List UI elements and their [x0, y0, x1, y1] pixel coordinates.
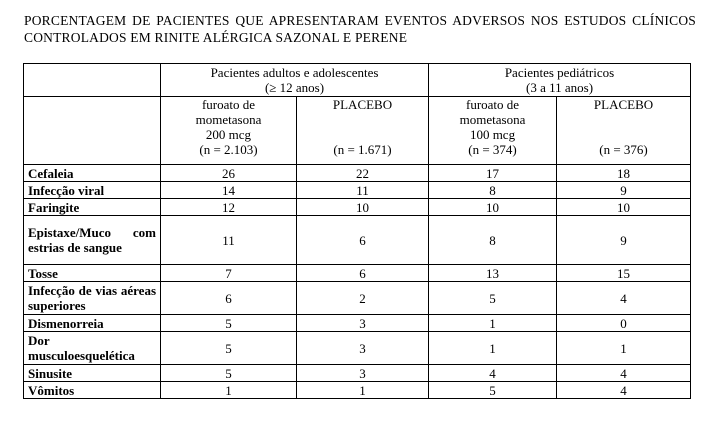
cell-value: 4 [429, 365, 557, 382]
adverse-events-table [23, 63, 691, 399]
cell-value: 10 [557, 199, 691, 216]
cell-value: 11 [297, 182, 429, 199]
table-row [24, 382, 691, 399]
group-adults-header [161, 64, 429, 97]
col-ped-drug-n: (n = 374) [468, 142, 517, 157]
cell-value: 10 [297, 199, 429, 216]
cell-value: 11 [161, 216, 297, 265]
cell-value: 7 [161, 265, 297, 282]
col-ped-drug-line2: mometasona [459, 112, 526, 127]
row-label: Vômitos [24, 382, 161, 399]
cell-value: 5 [429, 282, 557, 315]
corner-cell-2 [24, 97, 161, 165]
cell-value: 22 [297, 165, 429, 182]
row-label: Infecção de vias aéreas superiores [24, 282, 161, 315]
cell-value: 10 [429, 199, 557, 216]
cell-value: 6 [297, 265, 429, 282]
col-ped-drug-line1: furoato de [465, 97, 520, 112]
cell-value: 5 [161, 365, 297, 382]
col-ped-placebo-n: (n = 376) [599, 142, 648, 157]
cell-value: 5 [161, 315, 297, 332]
group-pediatric-line1: Pacientes pediátricos [504, 65, 615, 80]
group-pediatric-line2: (3 a 11 anos) [526, 80, 594, 95]
cell-value: 5 [429, 382, 557, 399]
col-adult-drug-line1: furoato de [201, 97, 256, 112]
table-row [24, 315, 691, 332]
col-ped-placebo-spacer [561, 112, 686, 142]
cell-value: 14 [161, 182, 297, 199]
cell-value: 17 [429, 165, 557, 182]
cell-value: 6 [297, 216, 429, 265]
table-row [24, 265, 691, 282]
table-row [24, 216, 691, 265]
col-adult-placebo-name: PLACEBO [332, 97, 393, 112]
col-adult-placebo-spacer [301, 112, 424, 142]
col-ped-drug-header [429, 97, 557, 165]
table-row [24, 199, 691, 216]
corner-cell [24, 64, 161, 97]
cell-value: 3 [297, 332, 429, 365]
table-row [24, 282, 691, 315]
cell-value: 4 [557, 282, 691, 315]
cell-value: 3 [297, 365, 429, 382]
col-ped-placebo-name: PLACEBO [593, 97, 654, 112]
col-adult-placebo-header [297, 97, 429, 165]
table-row [24, 182, 691, 199]
cell-value: 1 [297, 382, 429, 399]
row-label: Tosse [24, 265, 161, 282]
col-adult-placebo-n: (n = 1.671) [333, 142, 392, 157]
cell-value: 8 [429, 216, 557, 265]
cell-value: 0 [557, 315, 691, 332]
cell-value: 8 [429, 182, 557, 199]
cell-value: 18 [557, 165, 691, 182]
column-header-row [24, 97, 691, 165]
table-title: PORCENTAGEM DE PACIENTES QUE APRESENTARAM EVENTOS ADVERSOS NOS ESTUDOS CLÍNICOS CONTROLADOS EM RINITE ALÉRGICA SAZONAL E PERENE [24, 13, 696, 45]
cell-value: 1 [557, 332, 691, 365]
cell-value: 6 [161, 282, 297, 315]
col-ped-drug-dose: 100 mcg [469, 127, 516, 142]
cell-value: 15 [557, 265, 691, 282]
row-label: Sinusite [24, 365, 161, 382]
table-row [24, 365, 691, 382]
table-row [24, 332, 691, 365]
col-adult-drug-header [161, 97, 297, 165]
cell-value: 1 [429, 332, 557, 365]
cell-value: 12 [161, 199, 297, 216]
col-ped-placebo-header [557, 97, 691, 165]
cell-value: 5 [161, 332, 297, 365]
cell-value: 4 [557, 365, 691, 382]
col-adult-drug-line2: mometasona [195, 112, 262, 127]
col-adult-drug-n: (n = 2.103) [199, 142, 258, 157]
group-header-row [24, 64, 691, 97]
row-label: Dismenorreia [24, 315, 161, 332]
cell-value: 3 [297, 315, 429, 332]
cell-value: 1 [161, 382, 297, 399]
cell-value: 26 [161, 165, 297, 182]
row-label: Cefaleia [24, 165, 161, 182]
cell-value: 1 [429, 315, 557, 332]
group-adults-line1: Pacientes adultos e adolescentes [210, 65, 379, 80]
cell-value: 13 [429, 265, 557, 282]
row-label: Epistaxe/Muco com estrias de sangue [24, 216, 161, 265]
cell-value: 9 [557, 182, 691, 199]
cell-value: 9 [557, 216, 691, 265]
row-label: Infecção viral [24, 182, 161, 199]
col-adult-drug-dose: 200 mcg [205, 127, 252, 142]
group-adults-line2: (≥ 12 anos) [264, 80, 325, 95]
table-row [24, 165, 691, 182]
group-pediatric-header [429, 64, 691, 97]
cell-value: 2 [297, 282, 429, 315]
row-label: Dor musculoesquelética [24, 332, 161, 365]
row-label: Faringite [24, 199, 161, 216]
cell-value: 4 [557, 382, 691, 399]
